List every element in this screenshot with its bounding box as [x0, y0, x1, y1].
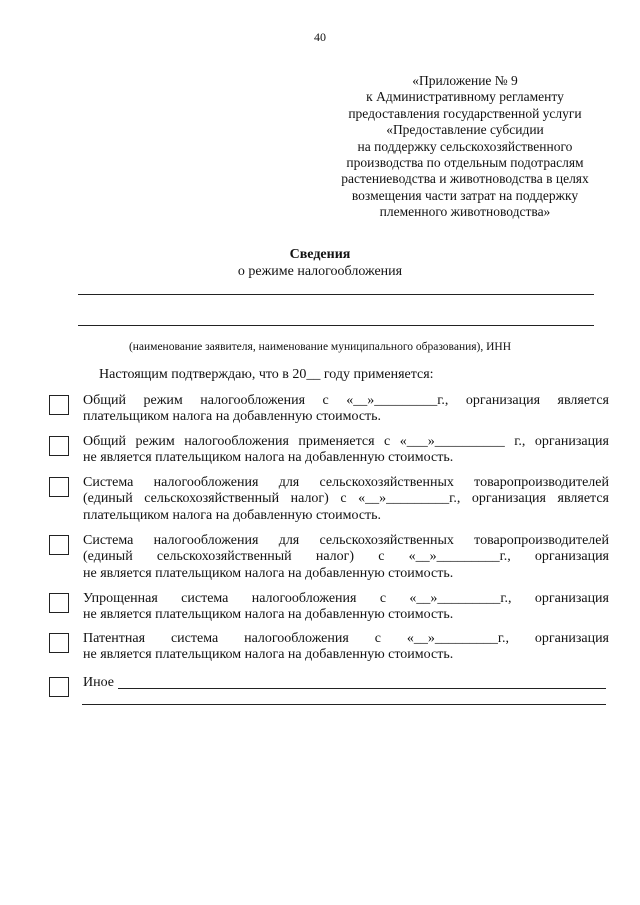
intro-text: Настоящим подтверждаю, что в 20__ году применяется: — [99, 367, 434, 382]
page-number: 40 — [314, 30, 326, 44]
option-line: Система налогообложения для сельскохозяйственных товаропроизводителей — [83, 475, 609, 490]
option-text — [83, 393, 609, 426]
option-text — [83, 591, 609, 624]
option-general-not-vat-payer — [49, 434, 609, 467]
option-general-vat-payer — [49, 393, 609, 426]
document-subtitle: о режиме налогообложения — [237, 264, 403, 279]
option-esn-vat-payer — [49, 475, 609, 524]
option-text — [83, 533, 609, 582]
option-line: не является плательщиком налога на добавленную стоимость. — [83, 647, 454, 663]
checkbox[interactable] — [49, 677, 69, 697]
applicant-name-line-1[interactable] — [78, 294, 594, 295]
appendix-line: племенного животноводства» — [379, 204, 551, 220]
appendix-line: растениеводства и животноводства в целях — [341, 171, 589, 187]
applicant-caption: (наименование заявителя, наименование муниципального образования), ИНН — [128, 341, 512, 353]
appendix-line: «Приложение № 9 — [412, 73, 518, 88]
option-text — [83, 434, 609, 467]
option-line: Патентная система налогообложения с «__»_________г., организация — [83, 631, 609, 646]
option-line: не является плательщиком налога на добавленную стоимость. — [83, 450, 454, 466]
appendix-line: к Административному регламенту — [366, 89, 564, 105]
appendix-line: на поддержку сельскохозяйственного — [357, 138, 573, 154]
applicant-name-line-2[interactable] — [78, 325, 594, 326]
option-line: плательщиком налога на добавленную стоимость. — [83, 409, 382, 425]
option-other — [49, 675, 609, 697]
option-line: (единый сельскохозяйственный налог) с «__»_________г., организация является — [83, 491, 609, 507]
option-line: Система налогообложения для сельскохозяйственных товаропроизводителей — [83, 533, 609, 548]
other-input-line-2[interactable] — [82, 704, 606, 705]
option-line: Общий режим налогообложения применяется с «___»__________ г., организация — [83, 434, 609, 449]
option-simplified — [49, 591, 609, 624]
checkbox[interactable] — [49, 395, 69, 415]
appendix-line: «Предоставление субсидии — [386, 122, 544, 138]
option-esn-not-vat-payer — [49, 533, 609, 582]
option-line: (единый сельскохозяйственный налог) с «__»_________г., организация — [83, 549, 609, 565]
option-patent — [49, 631, 609, 664]
appendix-line: возмещения части затрат на поддержку — [351, 187, 579, 203]
option-text — [83, 631, 609, 664]
option-line: Упрощенная система налогообложения с «__»_________г., организация — [83, 591, 609, 606]
other-input-line[interactable] — [118, 688, 606, 689]
other-label: Иное — [83, 675, 114, 690]
option-line: не является плательщиком налога на добавленную стоимость. — [83, 607, 454, 623]
checkbox[interactable] — [49, 477, 69, 497]
checkbox[interactable] — [49, 593, 69, 613]
checkbox[interactable] — [49, 633, 69, 653]
option-line: плательщиком налога на добавленную стоимость. — [83, 507, 382, 523]
option-line: Общий режим налогообложения с «__»_________г., организация является — [83, 393, 609, 408]
option-line: не является плательщиком налога на добавленную стоимость. — [83, 565, 454, 581]
checkbox[interactable] — [49, 535, 69, 555]
appendix-header — [300, 73, 630, 221]
checkbox[interactable] — [49, 436, 69, 456]
appendix-line: предоставления государственной услуги — [348, 105, 582, 121]
document-title: Сведения — [289, 247, 351, 262]
option-text — [83, 475, 609, 524]
appendix-line: производства по отдельным подотраслям — [346, 155, 584, 171]
